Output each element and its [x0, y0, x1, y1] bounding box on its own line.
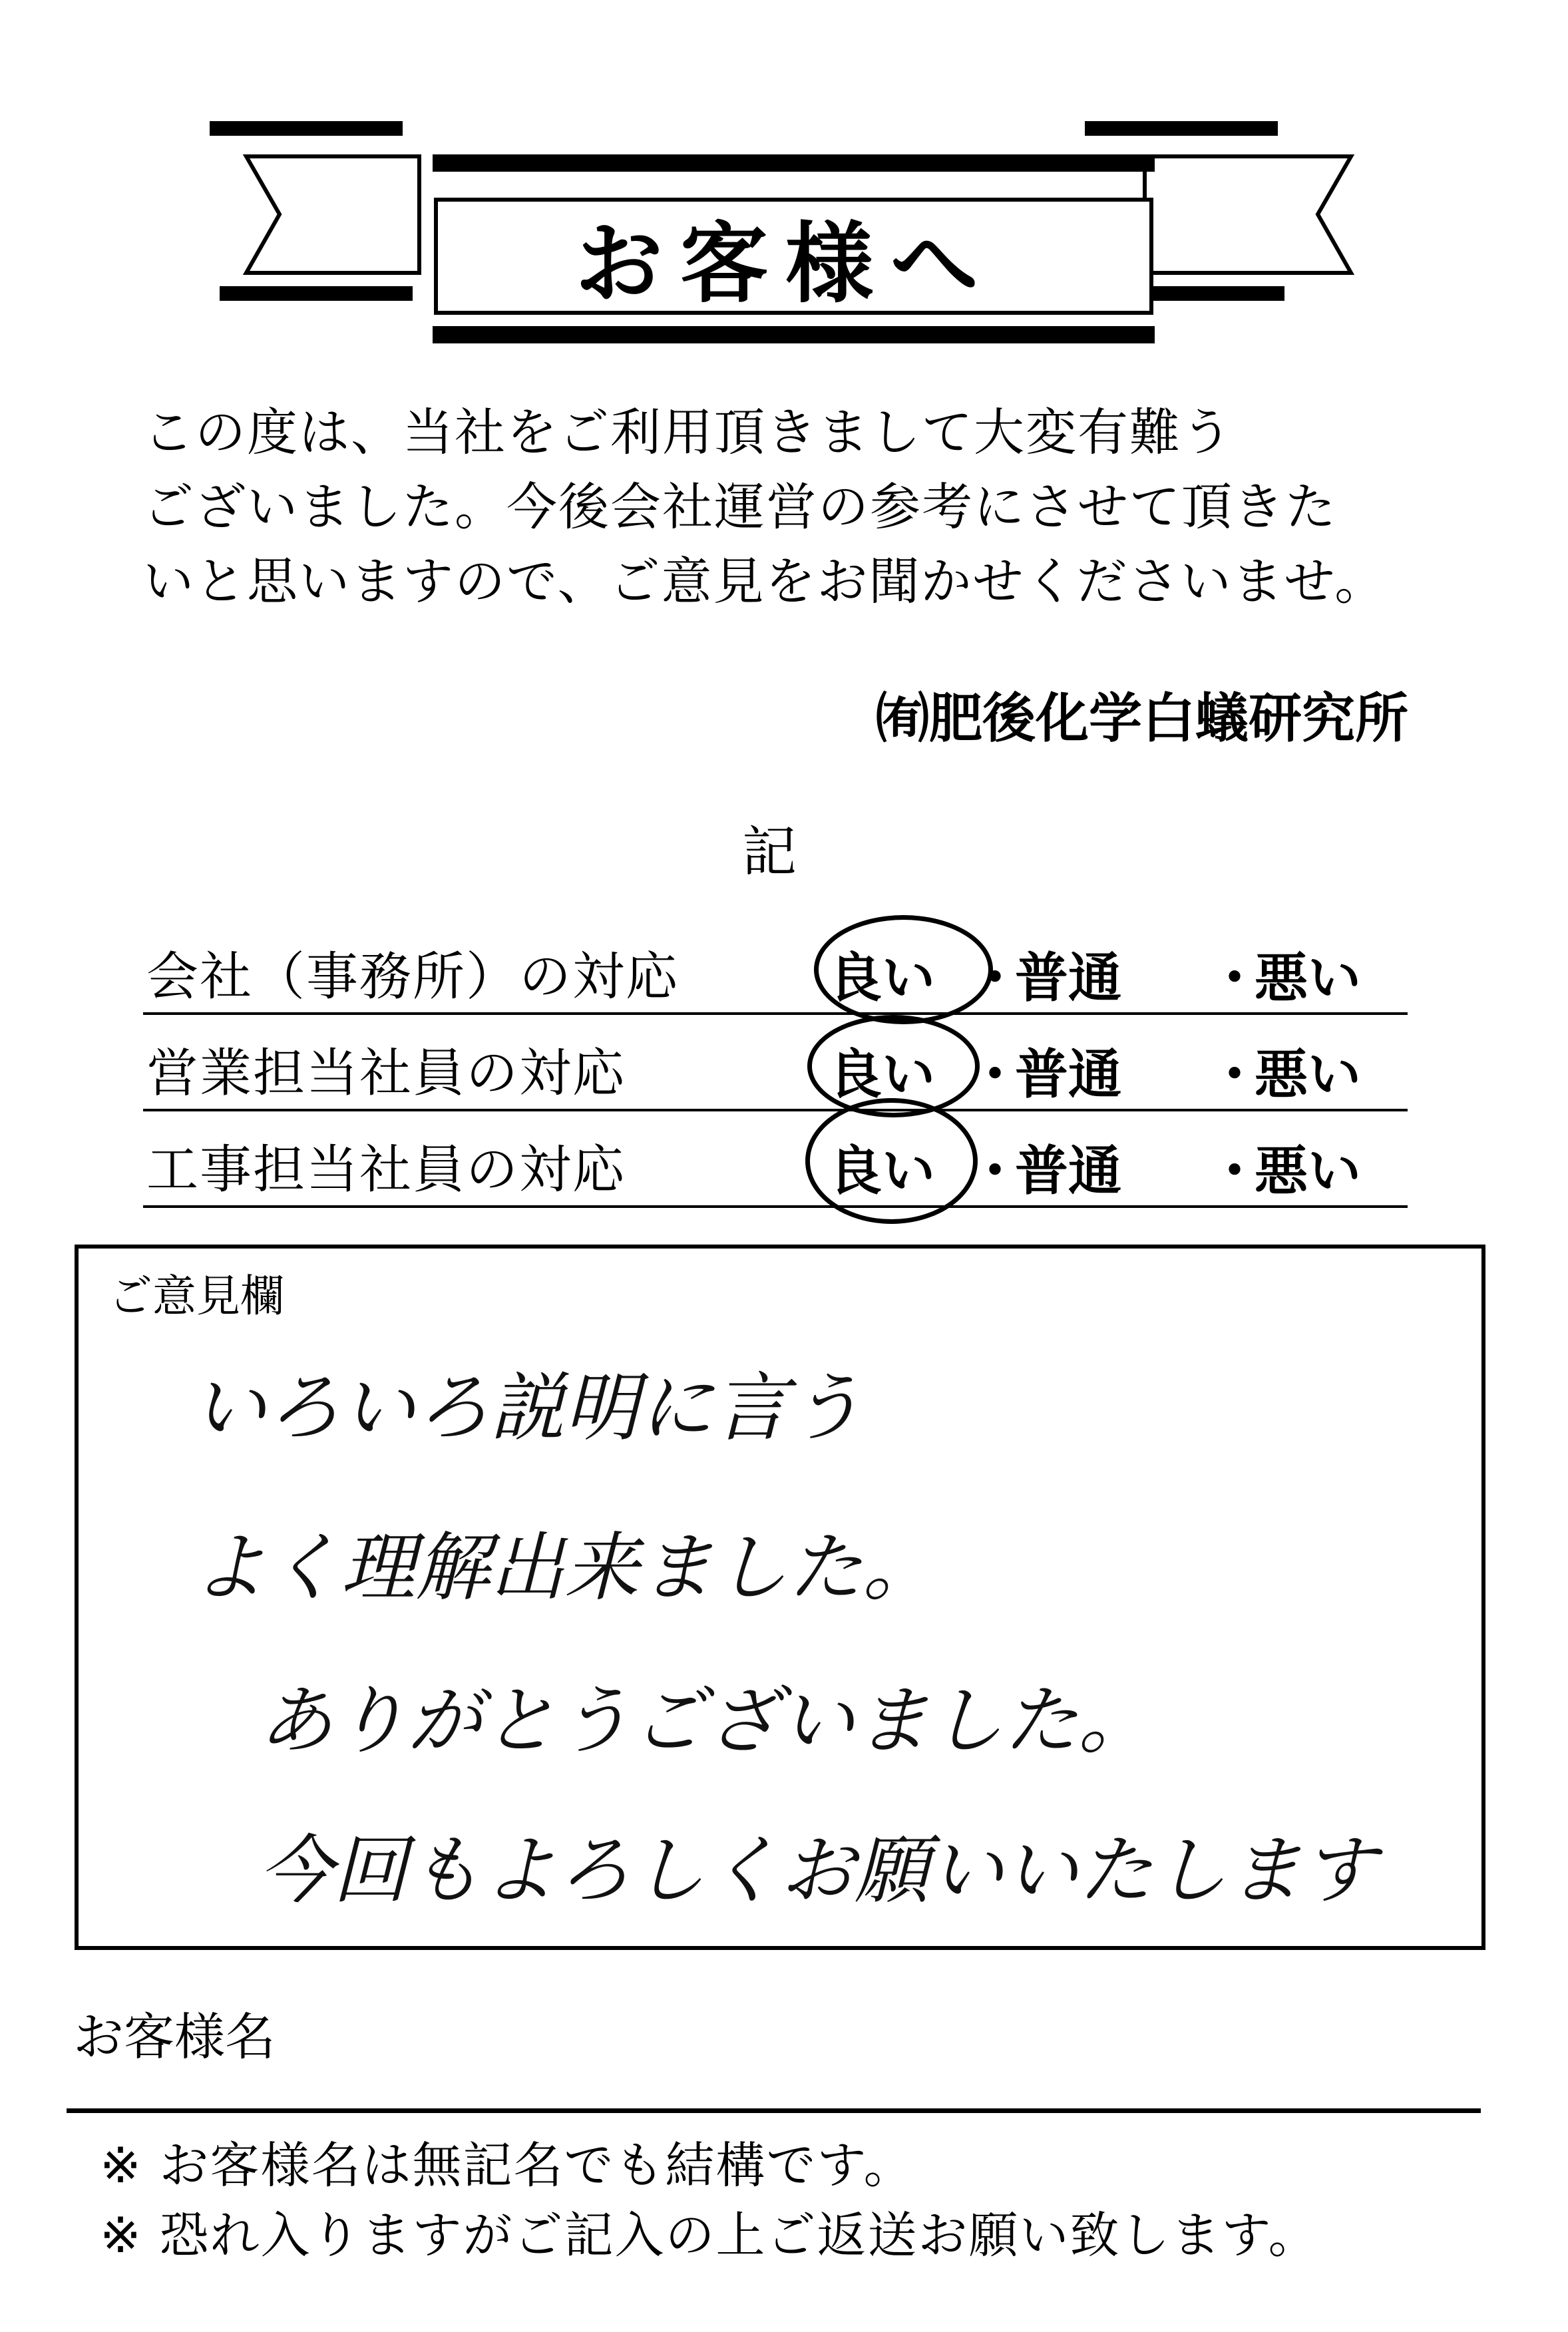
separator: ・: [1208, 1140, 1261, 1202]
intro-line-3: いと思いますので、ご意見をお聞かせくださいませ。: [143, 552, 1387, 611]
handwritten-line-1: いろいろ説明に言う: [192, 1365, 863, 1452]
customer-name-field[interactable]: [67, 2108, 1481, 2113]
option-bad[interactable]: 悪い: [1255, 947, 1361, 1009]
rating-row-construction: [143, 1115, 1408, 1208]
option-bad[interactable]: 悪い: [1255, 1140, 1361, 1202]
rating-label: 会社（事務所）の対応: [146, 947, 680, 1007]
separator: ・: [1208, 1044, 1261, 1105]
comment-box[interactable]: [75, 1245, 1485, 1950]
handwritten-line-4: 今回もよろしくお願いいたします: [258, 1828, 1376, 1914]
selection-circle: [814, 915, 993, 1024]
option-bad[interactable]: 悪い: [1255, 1044, 1361, 1105]
company-name: ㈲肥後化学白蟻研究所: [876, 687, 1408, 749]
option-normal[interactable]: 普通: [1015, 1044, 1121, 1105]
handwritten-line-2: よく理解出来ました。: [192, 1525, 937, 1611]
rating-label: 営業担当社員の対応: [146, 1044, 626, 1103]
row-divider: [143, 1012, 1408, 1015]
option-normal[interactable]: 普通: [1015, 1140, 1121, 1202]
page-title: お客様へ: [575, 212, 996, 315]
note-anonymous: ※ お客様名は無記名でも結構です。: [100, 2137, 914, 2194]
separator: ・: [968, 947, 1022, 1009]
separator: ・: [968, 1140, 1022, 1202]
separator: ・: [968, 1044, 1022, 1105]
note-return: ※ 恐れ入りますがご記入の上ご返送お願い致します。: [100, 2207, 1319, 2264]
comment-box-title: ご意見欄: [108, 1270, 284, 1322]
option-good[interactable]: 良い: [829, 1044, 935, 1105]
row-divider: [143, 1109, 1408, 1111]
ki-label: 記: [742, 821, 797, 884]
rating-row-sales: [143, 1018, 1408, 1111]
row-divider: [143, 1205, 1408, 1208]
option-good[interactable]: 良い: [829, 947, 935, 1009]
separator: ・: [1208, 947, 1261, 1009]
intro-line-2: ございました。今後会社運営の参考にさせて頂きた: [143, 477, 1337, 536]
rating-label: 工事担当社員の対応: [146, 1140, 626, 1200]
option-normal[interactable]: 普通: [1015, 947, 1121, 1009]
intro-line-1: この度は、当社をご利用頂きまして大変有難う: [143, 403, 1233, 462]
rating-row-office: [143, 922, 1408, 1015]
option-good[interactable]: 良い: [829, 1140, 935, 1202]
handwritten-line-3: ありがとうございました。: [258, 1678, 1153, 1764]
customer-name-label: お客様名: [73, 2007, 276, 2066]
